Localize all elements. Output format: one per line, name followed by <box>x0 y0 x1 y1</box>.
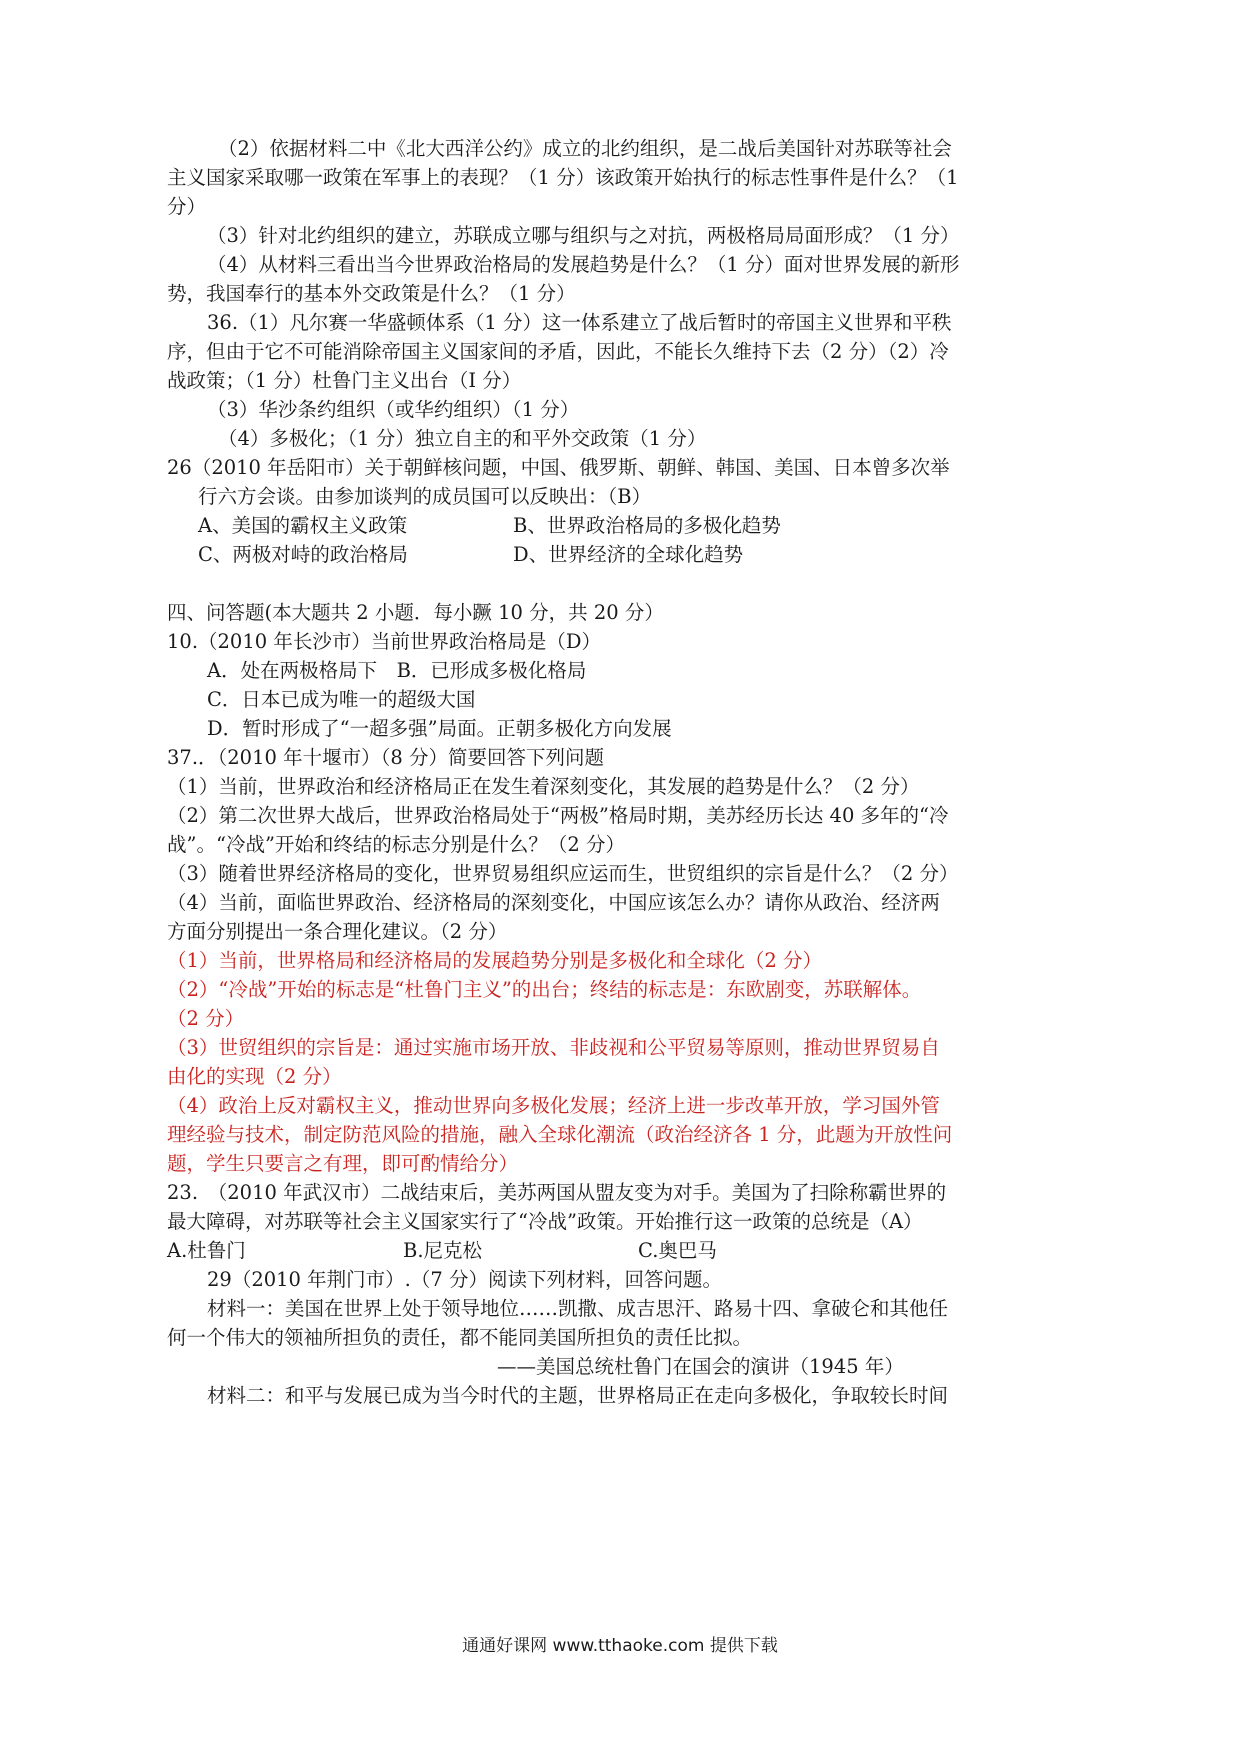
text-line: 36.（1）凡尔赛一华盛顿体系（1 分）这一体系建立了战后暂时的帝国主义世界和平秩 <box>207 311 952 334</box>
answer-line: 题，学生只要言之有理，即可酌情给分） <box>167 1152 519 1175</box>
text-line: （4）多极化；（1 分）独立自主的和平外交政策（1 分） <box>218 427 707 450</box>
option-a: A、美国的霸权主义政策 <box>198 514 408 537</box>
text-line: C．日本已成为唯一的超级大国 <box>207 688 476 711</box>
option-a: A.杜鲁门 <box>167 1239 246 1262</box>
option-b: B.尼克松 <box>403 1239 483 1262</box>
citation-line: ——美国总统杜鲁门在国会的演讲（1945 年） <box>497 1355 904 1378</box>
text-line: 序，但由于它不可能消除帝国主义国家间的矛盾，因此，不能长久维持下去（2 分）（2）冷 <box>167 340 949 363</box>
text-line: 方面分别提出一条合理化建议。（2 分） <box>167 920 508 943</box>
option-d: D、世界经济的全球化趋势 <box>513 543 744 566</box>
option-b: B、世界政治格局的多极化趋势 <box>513 514 781 537</box>
text-line: 37.．（2010 年十堰市）（8 分）简要回答下列问题 <box>167 746 604 769</box>
text-line: （2）第二次世界大战后，世界政治格局处于“两极”格局时期，美苏经历长达 40 多年的“冷 <box>167 804 949 827</box>
text-line: A．处在两极格局下 B．已形成多极化格局 <box>207 659 587 682</box>
text-line: 战”。“冷战”开始和终结的标志分别是什么？（2 分） <box>167 833 626 856</box>
option-c: C、两极对峙的政治格局 <box>198 543 408 566</box>
answer-line: （4）政治上反对霸权主义，推动世界向多极化发展；经济上进一步改革开放，学习国外管 <box>167 1094 940 1117</box>
text-line: （1）当前，世界政治和经济格局正在发生着深刻变化，其发展的趋势是什么？（2 分） <box>167 775 920 798</box>
page-footer: 通通好课网 www.tthaoke.com 提供下载 <box>462 1636 778 1656</box>
section-heading: 四、问答题(本大题共 2 小题．每小蹶 10 分，共 20 分） <box>167 601 664 624</box>
option-c: C.奥巴马 <box>638 1239 717 1262</box>
text-line: 战政策；（1 分）杜鲁门主义出台（I 分） <box>167 369 522 392</box>
answer-line: （1）当前，世界格局和经济格局的发展趋势分别是多极化和全球化（2 分） <box>167 949 823 972</box>
answer-line: 理经验与技术，制定防范风险的措施，融入全球化潮流（政治经济各 1 分，此题为开放性问 <box>167 1123 953 1146</box>
text-line: 最大障碍，对苏联等社会主义国家实行了“冷战”政策。开始推行这一政策的总统是（A） <box>167 1210 923 1233</box>
text-line: （3）华沙条约组织（或华约组织）（1 分） <box>207 398 580 421</box>
text-line: （3）随着世界经济格局的变化，世界贸易组织应运而生，世贸组织的宗旨是什么？（2 分） <box>167 862 959 885</box>
text-line: 26（2010 年岳阳市）关于朝鲜核问题，中国、俄罗斯、朝鲜、韩国、美国、日本曾多次举 <box>167 456 950 479</box>
text-line: 材料二：和平与发展已成为当今时代的主题，世界格局正在走向多极化，争取较长时间 <box>207 1384 949 1407</box>
answer-line: （3）世贸组织的宗旨是：通过实施市场开放、非歧视和公平贸易等原则，推动世界贸易自 <box>167 1036 940 1059</box>
text-line: （4）从材料三看出当今世界政治格局的发展趋势是什么？（1 分）面对世界发展的新形 <box>207 253 960 276</box>
text-line: （3）针对北约组织的建立，苏联成立哪与组织与之对抗，两极格局局面形成？（1 分） <box>207 224 960 247</box>
answer-line: （2）“冷战”开始的标志是“杜鲁门主义”的出台；终结的标志是：东欧剧变，苏联解体。 <box>167 978 922 1001</box>
answer-line: 由化的实现（2 分） <box>167 1065 342 1088</box>
text-line: 行六方会谈。由参加谈判的成员国可以反映出：（B） <box>198 485 652 508</box>
answer-line: （2 分） <box>167 1007 245 1030</box>
text-line: D．暂时形成了“一超多强”局面。正朝多极化方向发展 <box>207 717 672 740</box>
text-line: 材料一：美国在世界上处于领导地位……凯撒、成吉思汗、路易十四、拿破仑和其他任 <box>207 1297 949 1320</box>
text-line: 10.（2010 年长沙市）当前世界政治格局是（D） <box>167 630 601 653</box>
text-line: 势，我国奉行的基本外交政策是什么？（1 分） <box>167 282 576 305</box>
text-line: 何一个伟大的领袖所担负的责任，都不能同美国所担负的责任比拟。 <box>167 1326 753 1349</box>
text-line: 分） <box>167 195 207 218</box>
text-line: （4）当前，面临世界政治、经济格局的深刻变化，中国应该怎么办？请你从政治、经济两 <box>167 891 940 914</box>
text-line: 主义国家采取哪一政策在军事上的表现？（1 分）该政策开始执行的标志性事件是什么？（1 <box>167 166 959 189</box>
text-line: 29（2010 年荆门市）.（7 分）阅读下列材料，回答问题。 <box>207 1268 722 1291</box>
text-line: （2）依据材料二中《北大西洋公约》成立的北约组织，是二战后美国针对苏联等社会 <box>218 137 952 160</box>
text-line: 23. （2010 年武汉市）二战结束后，美苏两国从盟友变为对手。美国为了扫除称霸世界的 <box>167 1181 947 1204</box>
